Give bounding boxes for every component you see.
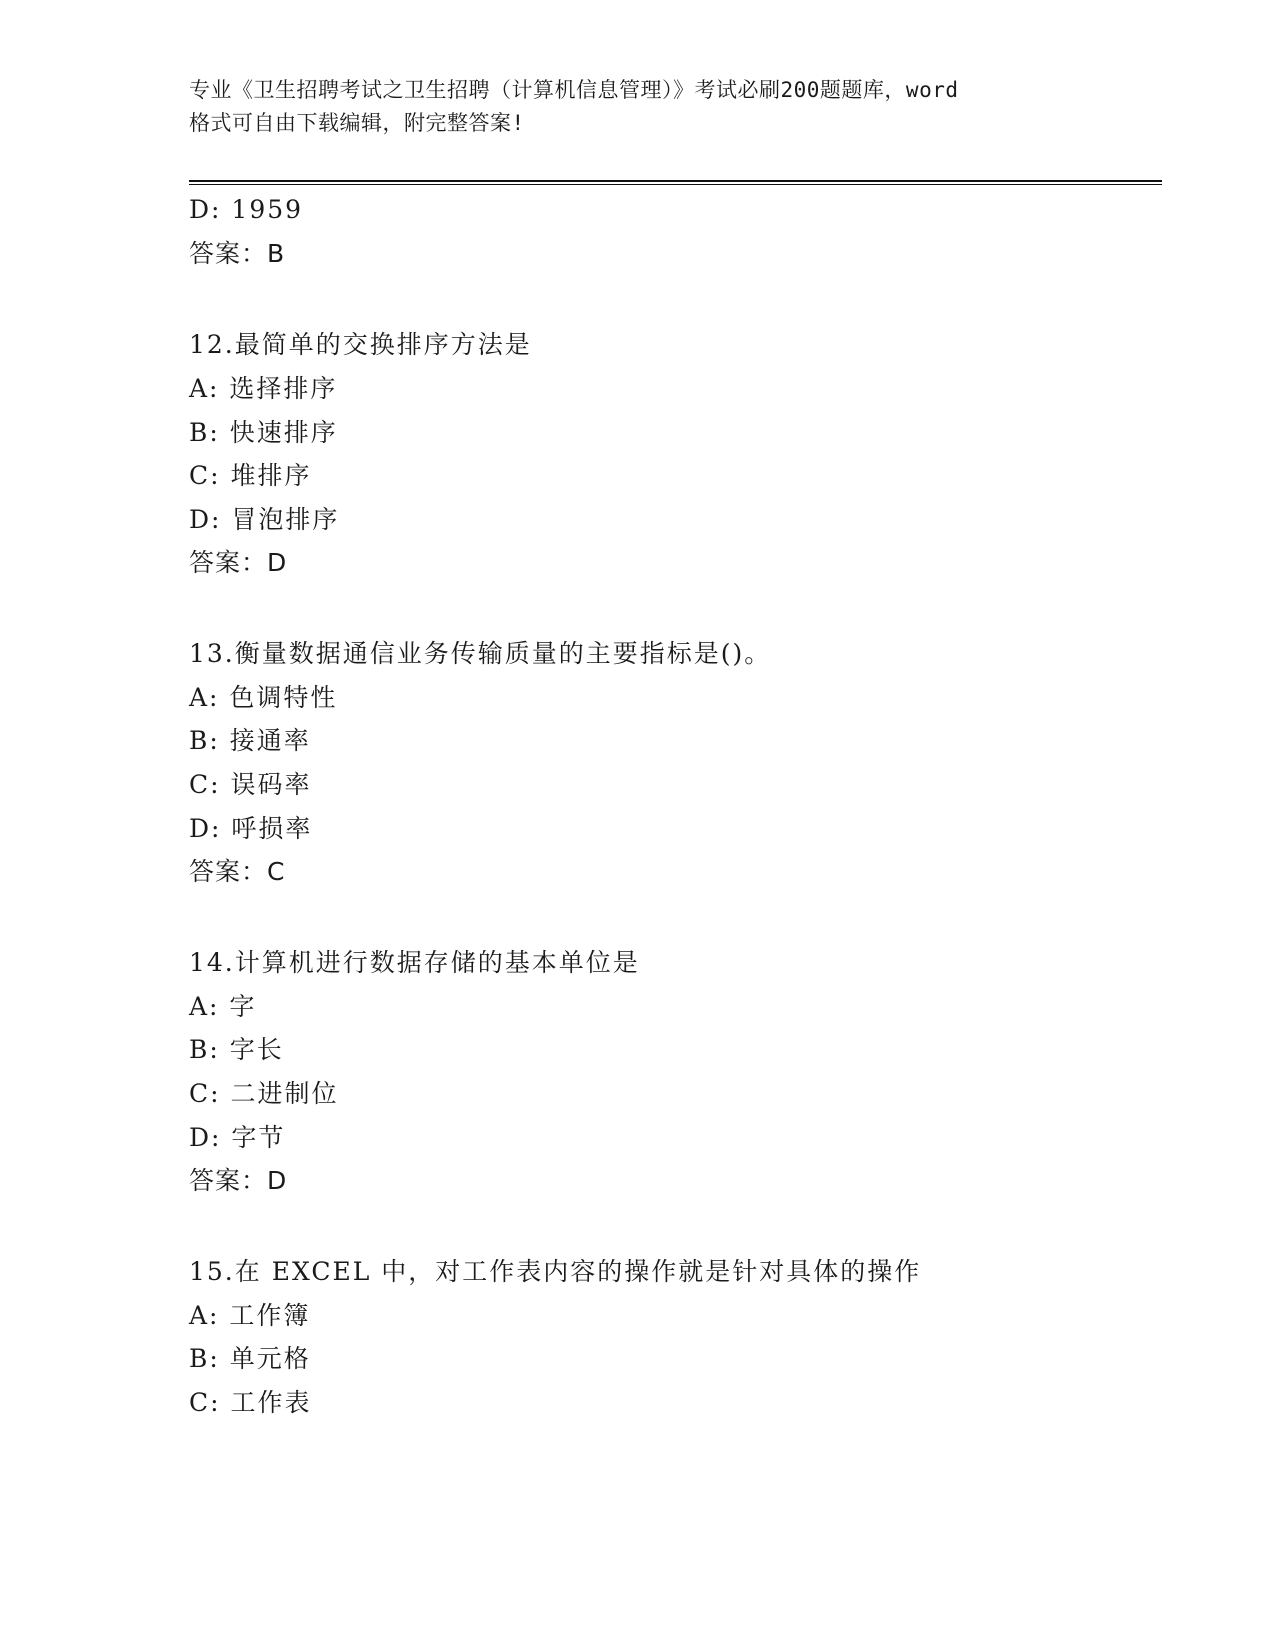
q14-option-b: B: 字长	[189, 1035, 284, 1064]
q15-question: 15.在 EXCEL 中，对工作表内容的操作就是针对具体的操作	[189, 1257, 922, 1286]
q12-option-c: C: 堆排序	[189, 461, 312, 490]
q14-question: 14.计算机进行数据存储的基本单位是	[189, 948, 640, 977]
prev-option-d: D: 1959	[189, 195, 304, 224]
header-title-line-1: 专业《卫生招聘考试之卫生招聘（计算机信息管理）》考试必刷200题题库，word	[189, 78, 959, 102]
q12-answer: 答案：D	[189, 548, 288, 577]
q13-option-d: D: 呼损率	[189, 814, 313, 843]
q13-option-b: B: 接通率	[189, 726, 311, 755]
q12-option-a: A: 选择排序	[189, 374, 338, 403]
q13-option-a: A: 色调特性	[189, 683, 338, 712]
prev-answer: 答案：B	[189, 239, 286, 268]
header-divider-thin	[189, 184, 1162, 185]
q13-answer: 答案：C	[189, 857, 286, 886]
q13-question: 13.衡量数据通信业务传输质量的主要指标是()。	[189, 639, 772, 668]
q14-answer: 答案：D	[189, 1166, 288, 1195]
q12-option-b: B: 快速排序	[189, 418, 338, 447]
q14-option-a: A: 字	[189, 992, 257, 1021]
q14-option-d: D: 字节	[189, 1123, 286, 1152]
q15-option-b: B: 单元格	[189, 1344, 311, 1373]
q15-option-a: A: 工作簿	[189, 1301, 311, 1330]
q14-option-c: C: 二进制位	[189, 1079, 339, 1108]
q12-question: 12.最简单的交换排序方法是	[189, 330, 532, 359]
header-title-line-2: 格式可自由下载编辑，附完整答案!	[189, 111, 525, 135]
document-header	[189, 74, 1109, 140]
q15-option-c: C: 工作表	[189, 1388, 312, 1417]
q12-option-d: D: 冒泡排序	[189, 505, 340, 534]
q13-option-c: C: 误码率	[189, 770, 312, 799]
header-divider-thick	[189, 180, 1162, 182]
